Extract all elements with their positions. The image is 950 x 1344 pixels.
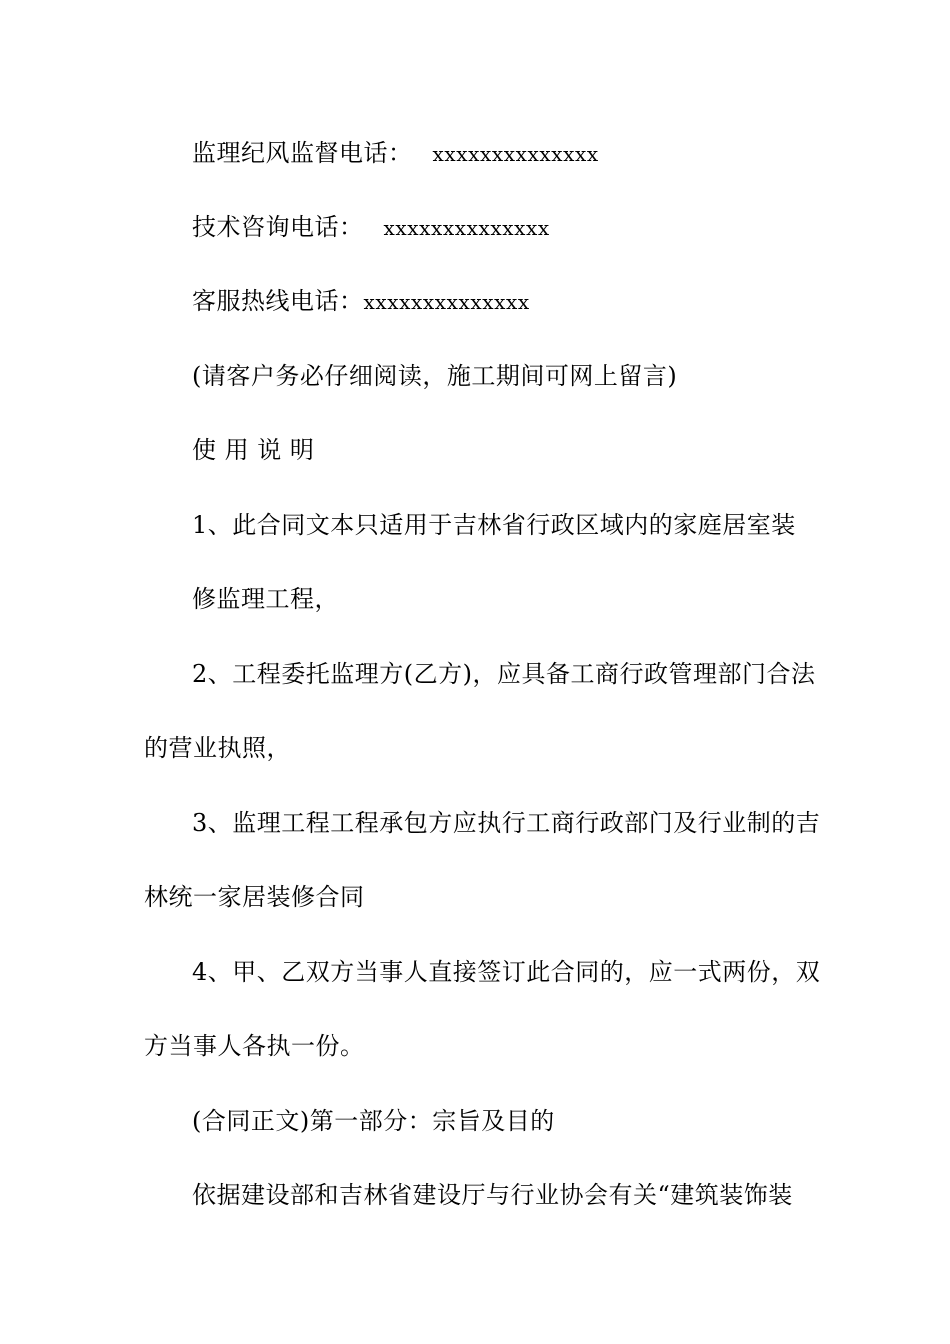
- service-phone-label: 客服热线电话：: [192, 287, 364, 315]
- tech-phone-label: 技术咨询电话：: [192, 213, 364, 241]
- body-paragraph-start: 依据建设部和吉林省建设厅与行业协会有关“建筑装饰装: [192, 1181, 793, 1209]
- service-phone-line: [192, 286, 530, 317]
- tech-phone-line: [192, 212, 550, 243]
- service-phone-value: xxxxxxxxxxxxxx: [363, 290, 530, 314]
- tech-phone-value: xxxxxxxxxxxxxx: [383, 216, 550, 240]
- supervision-phone-label: 监理纪风监督电话：: [192, 139, 413, 167]
- item-2-line-2: 的营业执照，: [144, 734, 291, 762]
- usage-title: 使 用 说 明: [192, 436, 315, 464]
- item-4-line-1: 4、甲、乙双方当事人直接签订此合同的，应一式两份，双: [192, 958, 821, 986]
- item-2-line-1: 2、工程委托监理方(乙方)，应具备工商行政管理部门合法: [192, 660, 816, 688]
- item-3-line-2: 林统一家居装修合同: [144, 883, 365, 911]
- item-1-line-1: 1、此合同文本只适用于吉林省行政区域内的家庭居室装: [192, 511, 796, 539]
- reading-notice: (请客户务必仔细阅读，施工期间可网上留言): [192, 362, 678, 390]
- item-4-line-2: 方当事人各执一份。: [144, 1032, 365, 1060]
- item-3-line-1: 3、监理工程工程承包方应执行工商行政部门及行业制的吉: [192, 809, 821, 837]
- supervision-phone-value: xxxxxxxxxxxxxx: [432, 142, 599, 166]
- section-heading: (合同正文)第一部分：宗旨及目的: [192, 1107, 555, 1135]
- item-1-line-2: 修监理工程，: [192, 585, 339, 613]
- supervision-phone-line: [192, 138, 599, 169]
